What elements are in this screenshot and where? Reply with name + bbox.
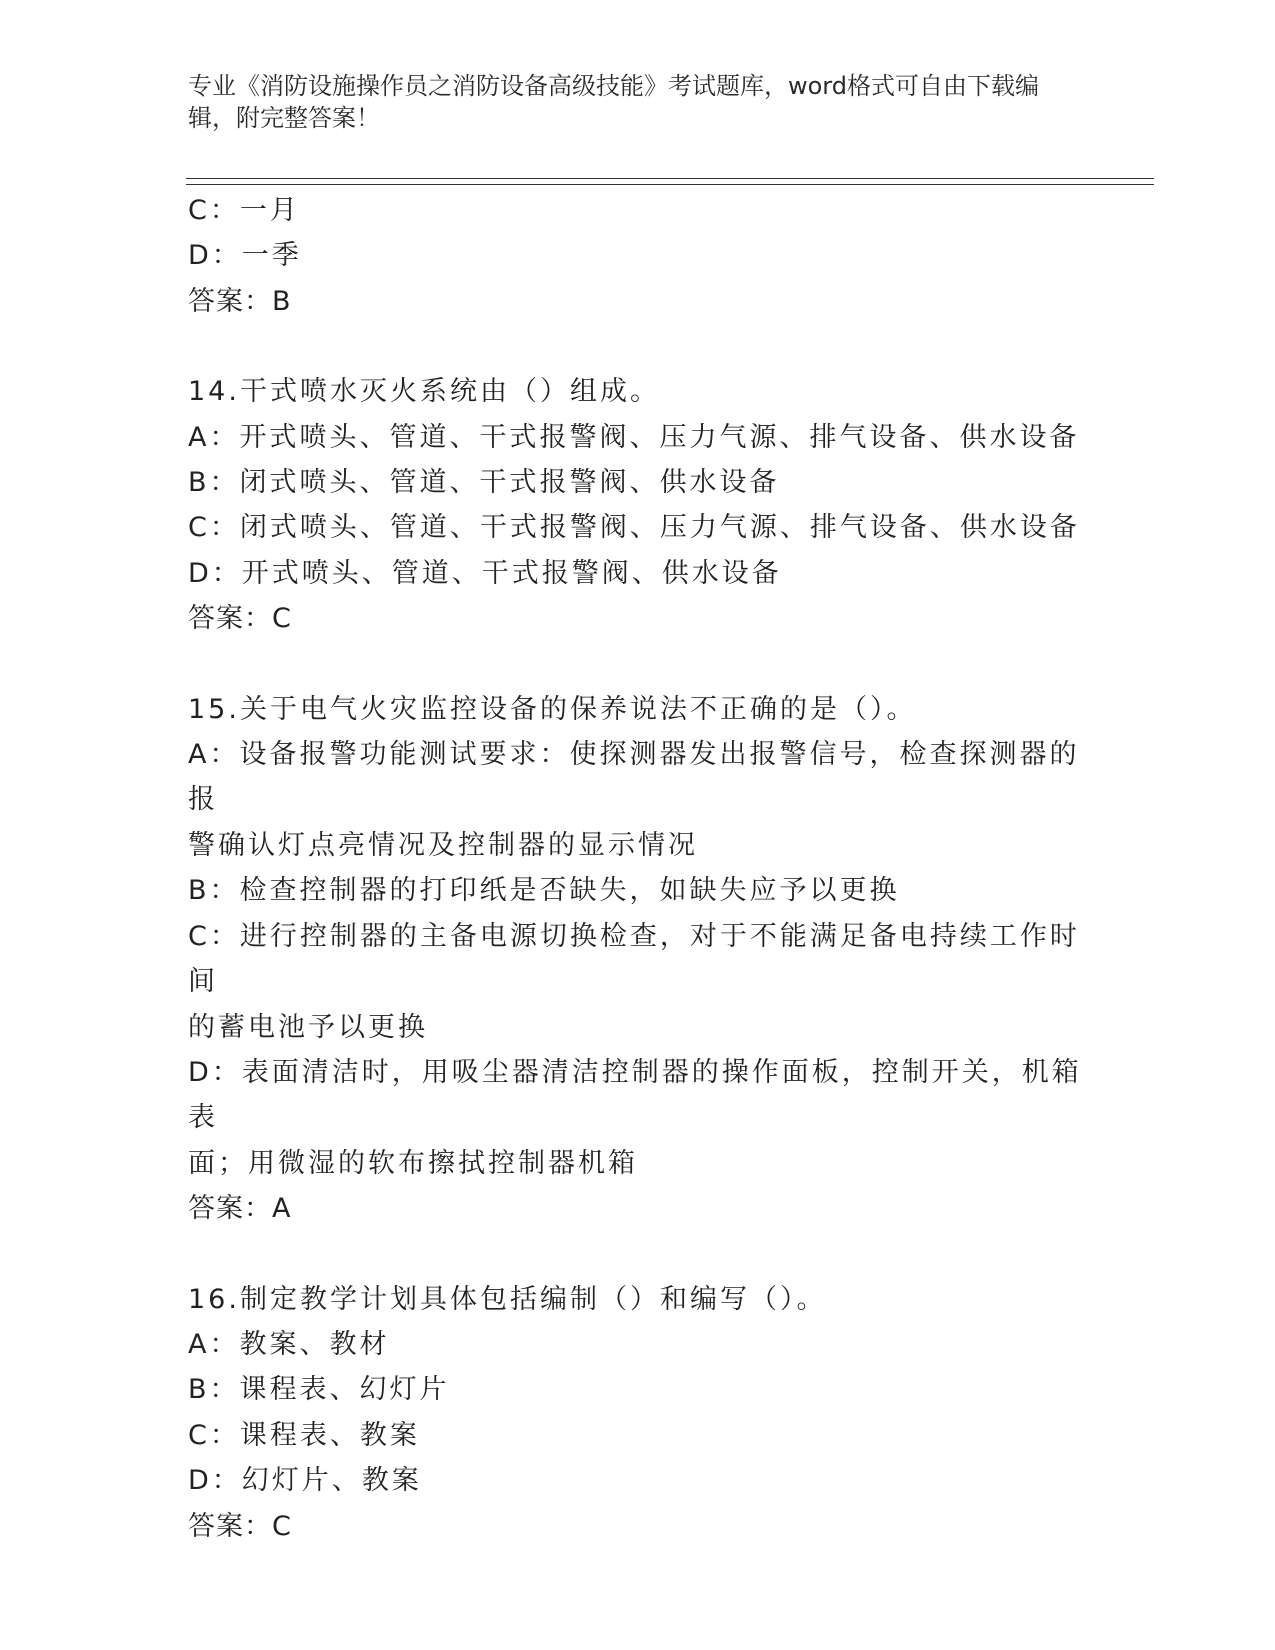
answer: 答案：C xyxy=(188,603,292,635)
option-c-line-1: C：进行控制器的主备电源切换检查，对于不能满足备电持续工作时间 xyxy=(188,920,1080,998)
question-stem: 15.关于电气火灾监控设备的保养说法不正确的是（）。 xyxy=(188,693,917,725)
answer: 答案：C xyxy=(188,1510,292,1542)
header-line-2: 辑，附完整答案！ xyxy=(188,104,380,132)
question-stem: 14.干式喷水灭火系统由（）组成。 xyxy=(188,376,660,408)
option-a: A：开式喷头、管道、干式报警阀、压力气源、排气设备、供水设备 xyxy=(188,421,1080,453)
option-a: A：教案、教材 xyxy=(188,1328,390,1360)
option-c: C：一月 xyxy=(188,195,300,226)
header-divider-top xyxy=(186,178,1154,179)
answer: 答案：A xyxy=(188,1193,292,1225)
option-c-line-2: 的蓄电池予以更换 xyxy=(188,1011,428,1043)
question-14 xyxy=(188,369,1088,641)
document-header xyxy=(188,70,1068,134)
option-d: D：一季 xyxy=(188,240,302,272)
question-16 xyxy=(188,1277,1088,1549)
option-d-line-1: D：表面清洁时，用吸尘器清洁控制器的操作面板，控制开关，机箱表 xyxy=(188,1056,1082,1134)
question-15 xyxy=(188,687,1088,1232)
option-b: B：闭式喷头、管道、干式报警阀、供水设备 xyxy=(188,467,780,499)
option-d-line-2: 面；用微湿的软布擦拭控制器机箱 xyxy=(188,1147,638,1179)
header-line-1: 专业《消防设施操作员之消防设备高级技能》考试题库，word格式可自由下载编 xyxy=(188,72,1039,100)
question-13-tail xyxy=(188,188,1088,324)
option-d: D：幻灯片、教案 xyxy=(188,1465,422,1497)
question-list xyxy=(188,188,1088,1549)
option-c: C：课程表、教案 xyxy=(188,1419,420,1451)
option-d: D：开式喷头、管道、干式报警阀、供水设备 xyxy=(188,557,782,589)
answer: 答案：B xyxy=(188,285,292,317)
option-c: C：闭式喷头、管道、干式报警阀、压力气源、排气设备、供水设备 xyxy=(188,512,1080,544)
option-b: B：检查控制器的打印纸是否缺失，如缺失应予以更换 xyxy=(188,875,900,907)
option-b: B：课程表、幻灯片 xyxy=(188,1374,450,1406)
option-a-line-1: A：设备报警功能测试要求：使探测器发出报警信号，检查探测器的报 xyxy=(188,739,1080,816)
header-divider-bottom xyxy=(186,184,1154,185)
question-stem: 16.制定教学计划具体包括编制（）和编写（）。 xyxy=(188,1283,827,1315)
option-a-line-2: 警确认灯点亮情况及控制器的显示情况 xyxy=(188,829,698,861)
